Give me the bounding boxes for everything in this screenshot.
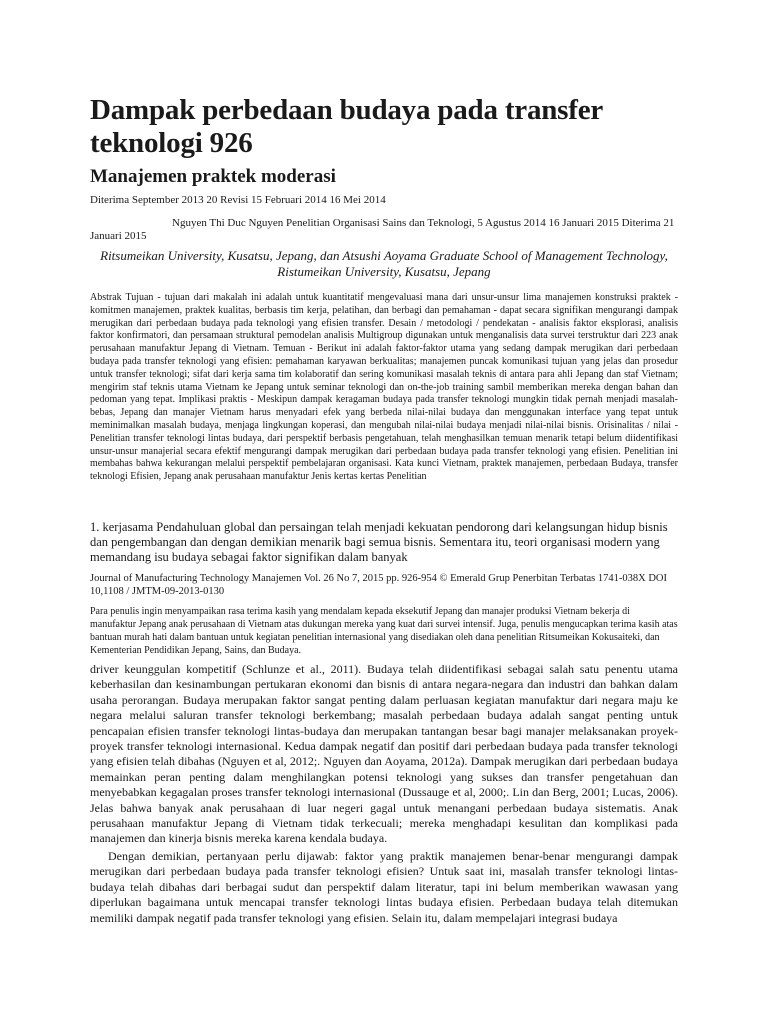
body-paragraph-2: Dengan demikian, pertanyaan perlu dijawab: faktor yang praktik manajemen benar-benar mengurangi dampak merugikan dari perbedaan budaya pada transfer teknologi efisien? Untuk saat ini, masalah transfer teknologi lintas-budaya telah dibahas dari berbagai sudut dan perspektif dalam literatur, tapi ini belum memberikan wawasan yang diperlukan bagaimana untuk mencapai transfer teknologi lintas budaya efisien. Perbedaan budaya telah ditemukan memiliki dampak negatif pada transfer teknologi yang efisien. Selain itu, dalam mempelajari integrasi budaya: [90, 849, 678, 925]
body-paragraph-1: driver keunggulan kompetitif (Schlunze et al., 2011). Budaya telah diidentifikasi sebagai salah satu penentu utama keberhasilan dan kesinambungan pertukaran ekonomi dan bisnis di antara negara-negara dan industri dan bahkan dalam usaha perorangan. Budaya merupakan faktor sangat penting dalam perluasan kegiatan manufaktur dari negara maju ke negara melalui saluran transfer teknologi berkembang; masalah perbedaan budaya adalah sangat penting untuk pencapaian efisien transfer teknologi lintas-budaya dan merupakan tantangan besar bagi manajer melaksanakan proyek-proyek transfer teknologi internasional. Kedua dampak negatif dan positif dari perbedaan budaya pada transfer teknologi yang efisien telah dibahas (Nguyen et al, 2012;. Nguyen dan Aoyama, 2012a). Dampak merugikan dari perbedaan budaya memainkan peran penting dalam menghilangkan potensi teknologi yang sukses dan transfer pengetahuan dan menyebabkan kegagalan proses transfer teknologi internasional (Dussauge et al, 2000;. Lin dan Berg, 2001; Lucas, 2006). Jelas bahwa banyak anak perusahaan di luar negeri gagal untuk menangani perbedaan budaya sistematis. Anak perusahaan manufaktur Jepang di Vietnam tidak terkecuali; mereka menghadapi kesulitan dan komplikasi pada manajemen dan kinerja bisnis mereka karena kendala budaya.: [90, 662, 678, 846]
received-dates: Diterima September 2013 20 Revisi 15 Februari 2014 16 Mei 2014: [90, 194, 386, 206]
paper-title: Dampak perbedaan budaya pada transfer teknologi 926: [90, 94, 603, 159]
affiliation: Ritsumeikan University, Kusatsu, Jepang, dan Atsushi Aoyama Graduate School of Management Technology, Ristumeikan University, Kusatsu, Jepang: [100, 248, 668, 279]
acknowledgement: Para penulis ingin menyampaikan rasa terima kasih yang mendalam kepada eksekutif Jepang dan manajer produksi Vietnam bekerja di manufaktur Jepang anak perusahaan di Vietnam atas dukungan mereka yang kuat dari survei intensif. Juga, penulis mengucapkan terima kasih atas bantuan murah hati dalam bantuan untuk kegiatan penelitian internasional yang disediakan oleh dana penelitian Ritsumeikan Kokusaiteki, dan Kementerian Pendidikan Jepang, Sains, dan Budaya.: [90, 606, 678, 656]
abstract: Abstrak Tujuan - tujuan dari makalah ini adalah untuk kuantitatif mengevaluasi mana dari unsur-unsur lima manajemen konstruksi praktek - komitmen manajemen, praktek kualitas, berbasis tim kerja, pelatihan, dan berbagi dan pemahaman - dapat secara signifikan mengurangi dampak merugikan dari perbedaan budaya pada teknologi yang efisien transfer. Desain / metodologi / pendekatan - analisis faktor eksplorasi, analisis faktor konfirmatori, dan persamaan struktural pemodelan analisis Multigroup digunakan untuk menganalisis data survei terstruktur dari 223 anak perusahaan manufaktur Jepang di Vietnam. Temuan - Berikut ini adalah faktor-faktor utama yang sedang dampak merugikan dari perbedaan budaya pada transfer teknologi yang efisien: pemahaman karyawan berkualitas; manajemen puncak komunikasi tujuan yang jelas dan prosedur untuk transfer teknologi; sifat dari kerja sama tim kolaboratif dan sering komunikasi masalah teknis di antara para ahli Jepang dan staf Vietnam; mengirim staf teknis utama Vietnam ke Jepang untuk seminar teknologi dan on-the-job training sambil memberikan mereka dengan bahan dan pedoman yang tepat. Implikasi praktis - Meskipun dampak keragaman budaya pada transfer teknologi mungkin tidak pernah menjadi masalah-bebas, Jepang dan manajer Vietnam harus menyadari efek yang berbeda nilai-nilai budaya dan menggunakan interface yang tepat untuk meminimalkan masalah budaya, menjaga lingkungan koperasi, dan mengubah nilai-nilai budaya menjadi nilai-nilai bisnis. Orisinalitas / nilai - Penelitian transfer teknologi lintas budaya, dari perspektif berbasis pengetahuan, telah menghasilkan temuan menarik tetapi belum diidentifikasi unsur-unsur manajerial secara efektif mengurangi dampak merugikan dari perbedaan budaya pada transfer teknologi yang efisien. Penelitian ini membahas bahwa kekurangan melalui perspektif pembelajaran organisasi. Kata kunci Vietnam, praktek manajemen, perbedaan Budaya, transfer teknologi Efisien, Jepang anak perusahaan manufaktur Jenis kertas kertas Penelitian: [90, 292, 678, 483]
journal-citation: Journal of Manufacturing Technology Manajemen Vol. 26 No 7, 2015 pp. 926-954 © Emerald Grup Penerbitan Terbatas 1741-038X DOI 10,1108 / JMTM-09-2013-0130: [90, 573, 667, 597]
introduction: 1. kerjasama Pendahuluan global dan persaingan telah menjadi kekuatan pendorong dari kelangsungan hidup bisnis dan pengembangan dan dengan demikian menarik bagi semua bisnis. Sementara itu, teori organisasi modern yang memandang isu budaya sebagai faktor signifikan dalam banyak: [90, 520, 668, 564]
author-line: Nguyen Thi Duc Nguyen Penelitian Organisasi Sains dan Teknologi, 5 Agustus 2014 16 Januari 2015 Diterima 21 Januari 2015: [90, 217, 675, 242]
paper-subtitle: Manajemen praktek moderasi: [90, 166, 336, 187]
